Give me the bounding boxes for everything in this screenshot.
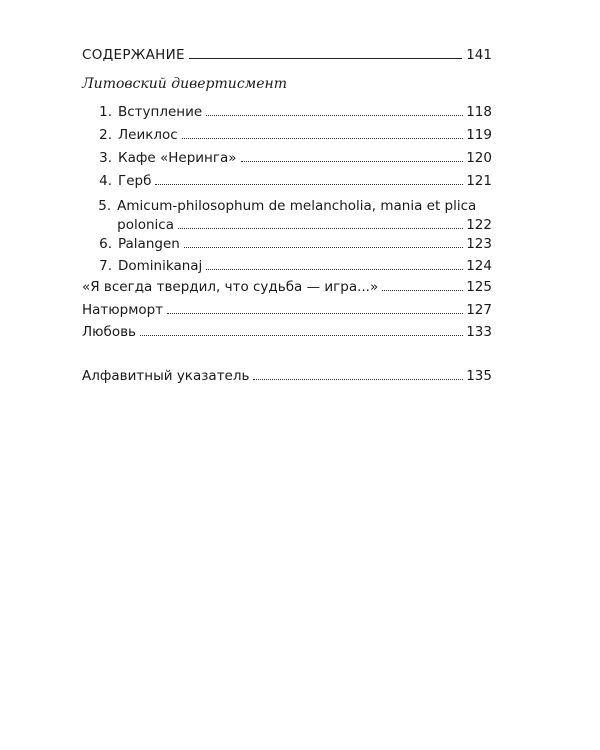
entry-title: Palangen (118, 236, 180, 252)
entry-number: 3. (99, 150, 112, 166)
entry-number: 7. (99, 258, 112, 274)
toc-entry[interactable] (82, 324, 492, 340)
toc-entry[interactable] (96, 150, 492, 166)
entry-page: 119 (466, 127, 492, 143)
entry-page: 124 (466, 258, 492, 274)
entry-title: Алфавитный указатель (82, 368, 250, 384)
toc-entry-index[interactable] (82, 368, 492, 384)
entry-page: 133 (466, 324, 492, 340)
entry-page: 127 (466, 302, 492, 318)
entry-page: 122 (466, 217, 492, 233)
dot-leader (382, 290, 463, 291)
entry-title: Dominikanaj (118, 258, 203, 274)
toc-entry[interactable] (96, 173, 492, 189)
entry-title-line2: polonica (117, 217, 174, 233)
entry-number: 2. (99, 127, 112, 143)
entry-number: 4. (99, 173, 112, 189)
section-title: Литовский дивертисмент (82, 76, 288, 92)
entry-page: 118 (466, 104, 492, 120)
entry-title: Кафе «Неринга» (118, 150, 237, 166)
dot-leader (155, 184, 463, 185)
dot-leader (184, 247, 463, 248)
toc-entry[interactable] (96, 127, 492, 143)
dot-leader (182, 138, 464, 139)
entry-number: 6. (99, 236, 112, 252)
entry-title: «Я всегда твердил, что судьба — игра...» (82, 279, 379, 295)
dot-leader (253, 379, 463, 380)
page-number: 141 (466, 47, 492, 63)
entry-page: 121 (466, 173, 492, 189)
toc-entry[interactable] (96, 258, 492, 274)
entry-number: 5. (98, 198, 112, 214)
entry-title: Натюрморт (82, 302, 164, 318)
running-header-title: СОДЕРЖАНИЕ (82, 47, 185, 63)
entry-title-wrap (117, 198, 492, 233)
entry-page: 123 (466, 236, 492, 252)
dot-leader (167, 313, 463, 314)
entry-title: Леиклос (118, 127, 178, 143)
entry-page: 125 (466, 279, 492, 295)
entry-title: Герб (118, 173, 152, 189)
toc-entry[interactable] (96, 236, 492, 252)
toc-entry[interactable] (82, 302, 492, 318)
toc-entry[interactable] (96, 198, 492, 233)
entry-page: 120 (466, 150, 492, 166)
entry-title: Вступление (118, 104, 203, 120)
entry-number: 1. (99, 104, 112, 120)
dot-leader (206, 115, 463, 116)
entry-page: 135 (466, 368, 492, 384)
entry-title: Любовь (82, 324, 137, 340)
toc-entry[interactable] (96, 104, 492, 120)
entry-title-line2-row (117, 217, 492, 233)
entry-title-line1: Amicum-philosophum de melancholia, mania et plica (117, 198, 477, 214)
dot-leader (140, 335, 463, 336)
dot-leader (206, 269, 463, 270)
toc-entry[interactable] (82, 279, 492, 295)
dot-leader (241, 161, 464, 162)
dot-leader (178, 228, 463, 229)
